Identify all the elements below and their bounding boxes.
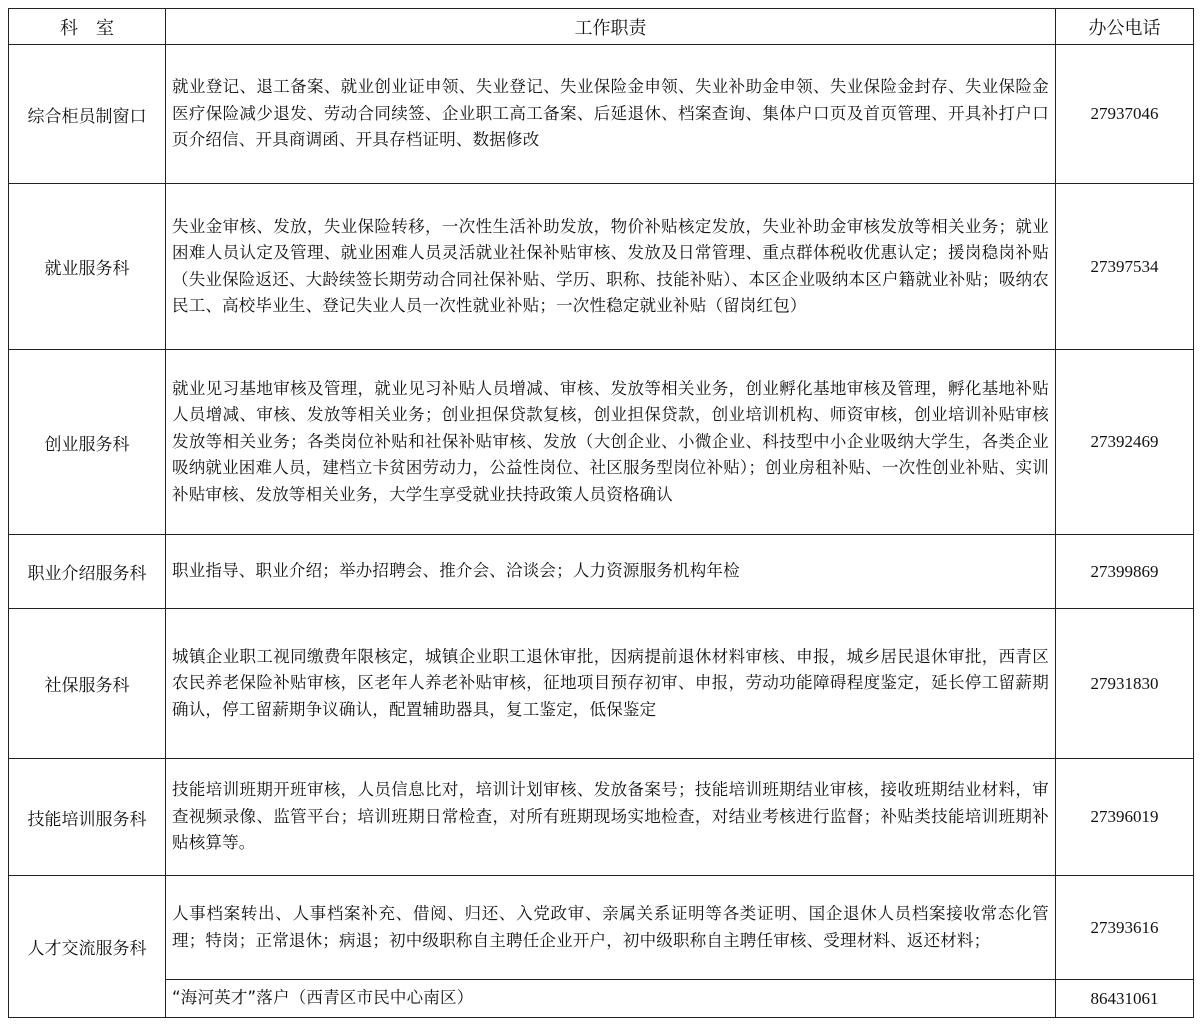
phone-cell: 27392469 [1056, 350, 1194, 535]
dept-cell: 技能培训服务科 [9, 759, 166, 876]
duty-cell: 失业金审核、发放，失业保险转移，一次性生活补助发放，物价补贴核定发放，失业补助金审核发放等相关业务；就业困难人员认定及管理、就业困难人员灵活就业社保补贴审核、发放及日常管理、重点群体税收优惠认定；援岗稳岗补贴（失业保险返还、大龄续签长期劳动合同社保补贴、学历、职称、技能补贴）、本区企业吸纳本区户籍就业补贴；吸纳农民工、高校毕业生、登记失业人员一次性就业补贴；一次性稳定就业补贴（留岗红包） [166, 184, 1056, 350]
dept-cell: 社保服务科 [9, 609, 166, 759]
header-dept: 科 室 [9, 9, 166, 45]
dept-cell: 综合柜员制窗口 [9, 45, 166, 184]
sub-duty-cell: “海河英才”落户（西青区市民中心南区） [166, 980, 1056, 1018]
header-phone: 办公电话 [1056, 9, 1194, 45]
phone-cell: 27397534 [1056, 184, 1194, 350]
phone-cell: 27393616 [1056, 876, 1194, 980]
header-duty: 工作职责 [166, 9, 1056, 45]
duty-cell: 技能培训班期开班审核，人员信息比对，培训计划审核、发放备案号；技能培训班期结业审核，接收班期结业材料，审查视频录像、监管平台；培训班期日常检查，对所有班期现场实地检查，对结业考核进行监督；补贴类技能培训班期补贴核算等。 [166, 759, 1056, 876]
phone-cell: 27399869 [1056, 535, 1194, 609]
table-row [9, 876, 1194, 980]
table-row [9, 535, 1194, 609]
department-duties-table [8, 8, 1194, 1018]
dept-cell: 就业服务科 [9, 184, 166, 350]
dept-cell: 职业介绍服务科 [9, 535, 166, 609]
sub-phone-cell: 86431061 [1056, 980, 1194, 1018]
dept-cell: 创业服务科 [9, 350, 166, 535]
table-row [9, 609, 1194, 759]
phone-cell: 27931830 [1056, 609, 1194, 759]
table-row [9, 184, 1194, 350]
department-duties-document [8, 8, 1194, 1018]
duty-cell: 就业登记、退工备案、就业创业证申领、失业登记、失业保险金申领、失业补助金申领、失业保险金封存、失业保险金医疗保险减少退发、劳动合同续签、企业职工高工备案、后延退休、档案查询、集体户口页及首页管理、开具补打户口页介绍信、开具商调函、开具存档证明、数据修改 [166, 45, 1056, 184]
duty-cell: 城镇企业职工视同缴费年限核定，城镇企业职工退休审批，因病提前退休材料审核、申报，城乡居民退休审批，西青区农民养老保险补贴审核，区老年人养老补贴审核，征地项目预存初审、申报，劳动功能障碍程度鉴定，延长停工留薪期确认，停工留薪期争议确认，配置辅助器具，复工鉴定，低保鉴定 [166, 609, 1056, 759]
table-row [9, 45, 1194, 184]
dept-cell: 人才交流服务科 [9, 876, 166, 1018]
phone-cell: 27396019 [1056, 759, 1194, 876]
duty-cell: 人事档案转出、人事档案补充、借阅、归还、入党政审、亲属关系证明等各类证明、国企退休人员档案接收常态化管理；特岗；正常退休；病退；初中级职称自主聘任企业开户，初中级职称自主聘任审核、受理材料、返还材料； [166, 876, 1056, 980]
phone-cell: 27937046 [1056, 45, 1194, 184]
table-row [9, 759, 1194, 876]
table-header-row [9, 9, 1194, 45]
table-row [9, 350, 1194, 535]
duty-cell: 职业指导、职业介绍；举办招聘会、推介会、洽谈会；人力资源服务机构年检 [166, 535, 1056, 609]
duty-cell: 就业见习基地审核及管理，就业见习补贴人员增减、审核、发放等相关业务，创业孵化基地审核及管理，孵化基地补贴人员增减、审核、发放等相关业务；创业担保贷款复核，创业担保贷款，创业培训机构、师资审核，创业培训补贴审核发放等相关业务；各类岗位补贴和社保补贴审核、发放（大创企业、小微企业、科技型中小企业吸纳大学生，各类企业吸纳就业困难人员，建档立卡贫困劳动力，公益性岗位、社区服务型岗位补贴）；创业房租补贴、一次性创业补贴、实训补贴审核、发放等相关业务，大学生享受就业扶持政策人员资格确认 [166, 350, 1056, 535]
table-row [9, 980, 1194, 1018]
